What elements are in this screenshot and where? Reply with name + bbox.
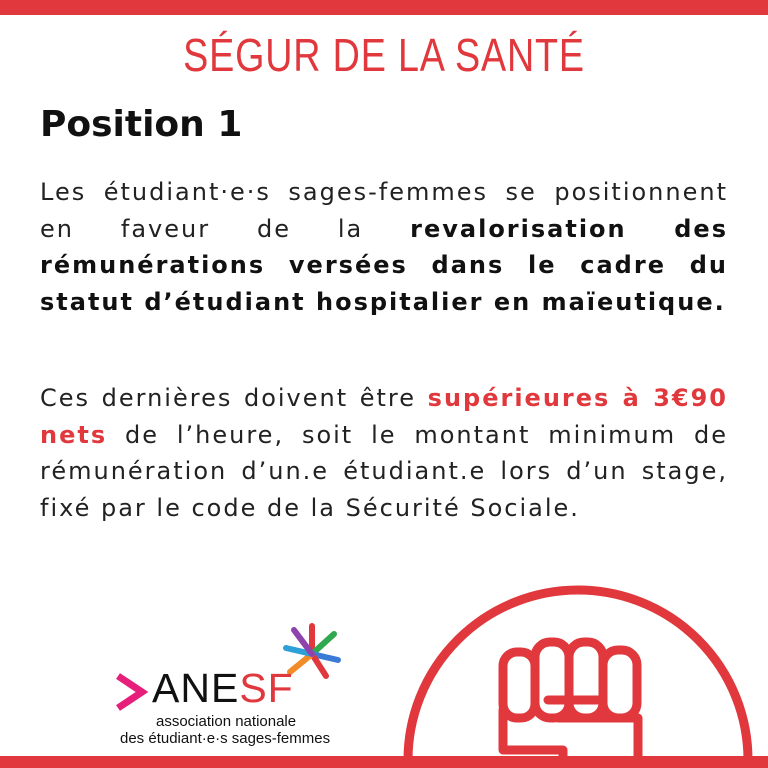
position-heading: Position 1 bbox=[40, 104, 243, 145]
bottom-border-bar bbox=[0, 756, 768, 768]
logo-wordmark-ane: ANE bbox=[152, 665, 240, 711]
logo-wordmark bbox=[152, 665, 294, 711]
paragraph-position-bold: revalorisation des rémunérations versées dans le cadre du statut d’étudiant hospitalier en maïeutique. bbox=[40, 214, 728, 316]
chevron-right-icon bbox=[112, 672, 148, 712]
paragraph-remuneration-intro: Ces dernières doivent être bbox=[40, 384, 417, 412]
remuneration-highlight: supérieures à 3€90 nets bbox=[40, 384, 728, 449]
paragraph-position bbox=[40, 174, 728, 320]
logo-tagline-line1: association nationale bbox=[156, 713, 297, 730]
raised-fist-icon bbox=[398, 570, 768, 760]
paragraph-remuneration bbox=[40, 380, 728, 526]
logo-tagline-line2: des étudiant·e·s sages-femmes bbox=[120, 730, 331, 747]
paragraph-remuneration-rest: de l’heure, soit le montant minimum de rémunération d’un.e étudiant.e lors d’un stage, fixé par le code de la Sécurité Sociale. bbox=[40, 420, 728, 522]
top-border-bar bbox=[0, 0, 768, 15]
page-title: SÉGUR DE LA SANTÉ bbox=[183, 29, 585, 81]
paragraph-position-text: Les étudiant·e·s sages-femmes se positionnent en faveur de la bbox=[40, 178, 728, 243]
logo-wordmark-sf: SF bbox=[239, 665, 294, 711]
anesf-logo bbox=[112, 620, 352, 750]
